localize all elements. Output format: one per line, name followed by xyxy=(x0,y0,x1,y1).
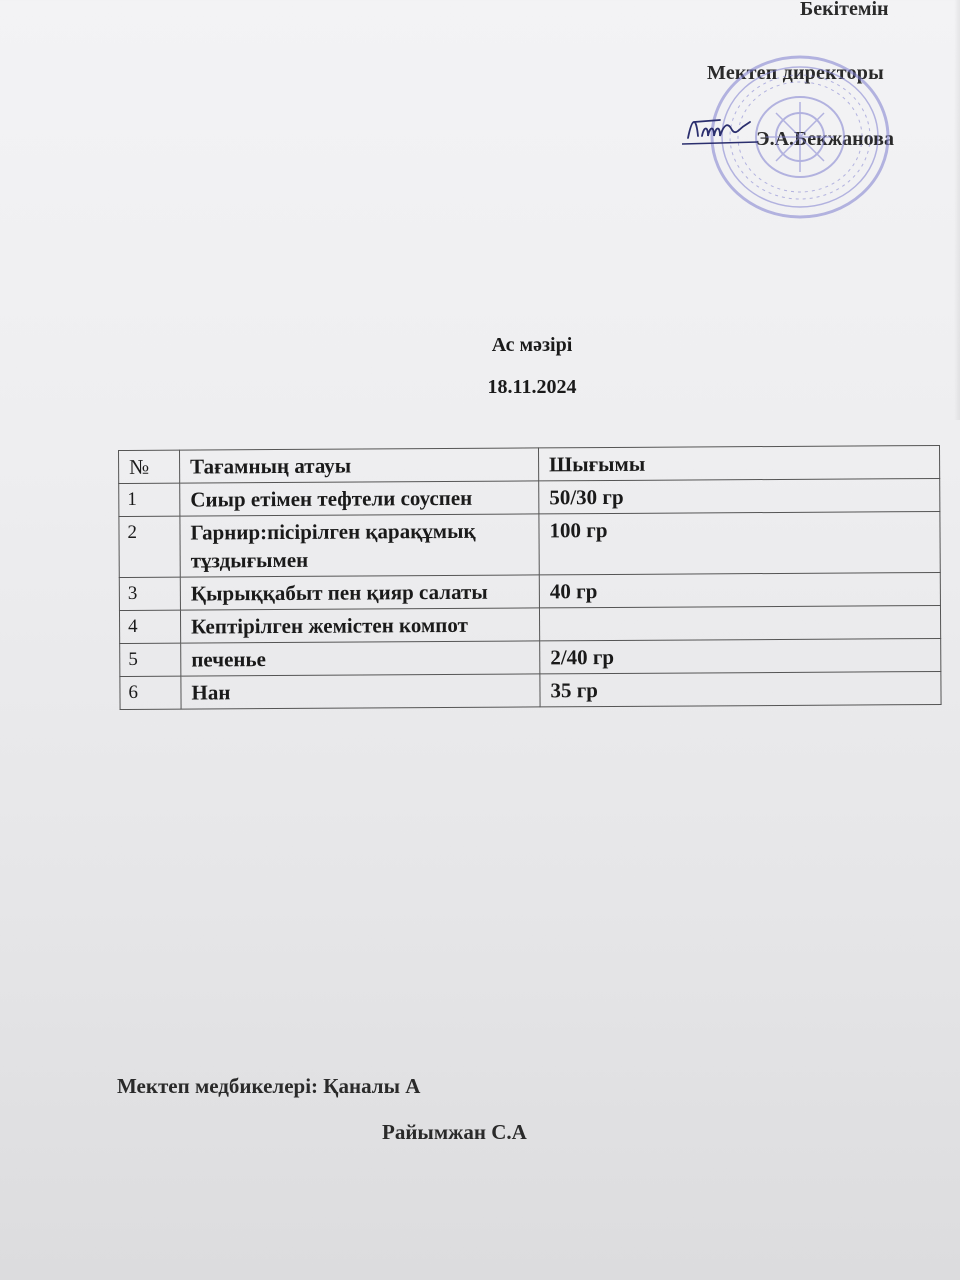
menu-table xyxy=(118,445,942,710)
dish-name: Нан xyxy=(181,674,540,709)
approval-role: Мектеп директоры xyxy=(707,62,884,84)
row-number: 5 xyxy=(120,643,181,676)
column-header-number: № xyxy=(119,450,180,483)
dish-portion: 35 гр xyxy=(540,671,941,706)
page-edge-shadow xyxy=(954,0,960,420)
table-row xyxy=(119,511,940,577)
school-nurse-second: Райымжан С.А xyxy=(382,1120,527,1144)
row-number: 1 xyxy=(119,483,180,516)
table-row xyxy=(120,671,941,709)
dish-name: Қырыққабыт пен қияр салаты xyxy=(180,575,539,610)
approval-title: Бекітемін xyxy=(800,0,889,20)
dish-name: Гарнир:пісірілген қарақұмық тұздығымен xyxy=(180,514,539,577)
dish-portion: 50/30 гр xyxy=(539,478,940,513)
row-number: 3 xyxy=(119,577,180,610)
document-title: Ас мәзірі xyxy=(491,334,573,356)
document-date: 18.11.2024 xyxy=(487,376,577,398)
dish-name: Кептірілген жемістен компот xyxy=(180,608,539,643)
row-number: 6 xyxy=(120,676,181,709)
column-header-dish-name: Тағамның атауы xyxy=(180,448,539,483)
table-row xyxy=(119,478,940,516)
table-header-row xyxy=(119,445,940,483)
dish-portion: 2/40 гр xyxy=(540,638,941,673)
column-header-portion: Шығымы xyxy=(538,445,939,480)
table-row xyxy=(120,638,941,676)
director-signature xyxy=(680,108,760,152)
dish-portion: 40 гр xyxy=(539,572,940,607)
approval-name: Э.А.Бекжанова xyxy=(756,128,894,150)
table-row xyxy=(119,605,940,643)
row-number: 4 xyxy=(119,610,180,643)
dish-name: печенье xyxy=(181,641,540,676)
school-nurses-label: Мектеп медбикелері: Қаналы А xyxy=(117,1074,421,1098)
dish-name: Сиыр етімен тефтели соуспен xyxy=(180,481,539,516)
table-row xyxy=(119,572,940,610)
dish-portion xyxy=(539,605,940,640)
row-number: 2 xyxy=(119,516,180,577)
dish-portion: 100 гр xyxy=(539,511,940,574)
